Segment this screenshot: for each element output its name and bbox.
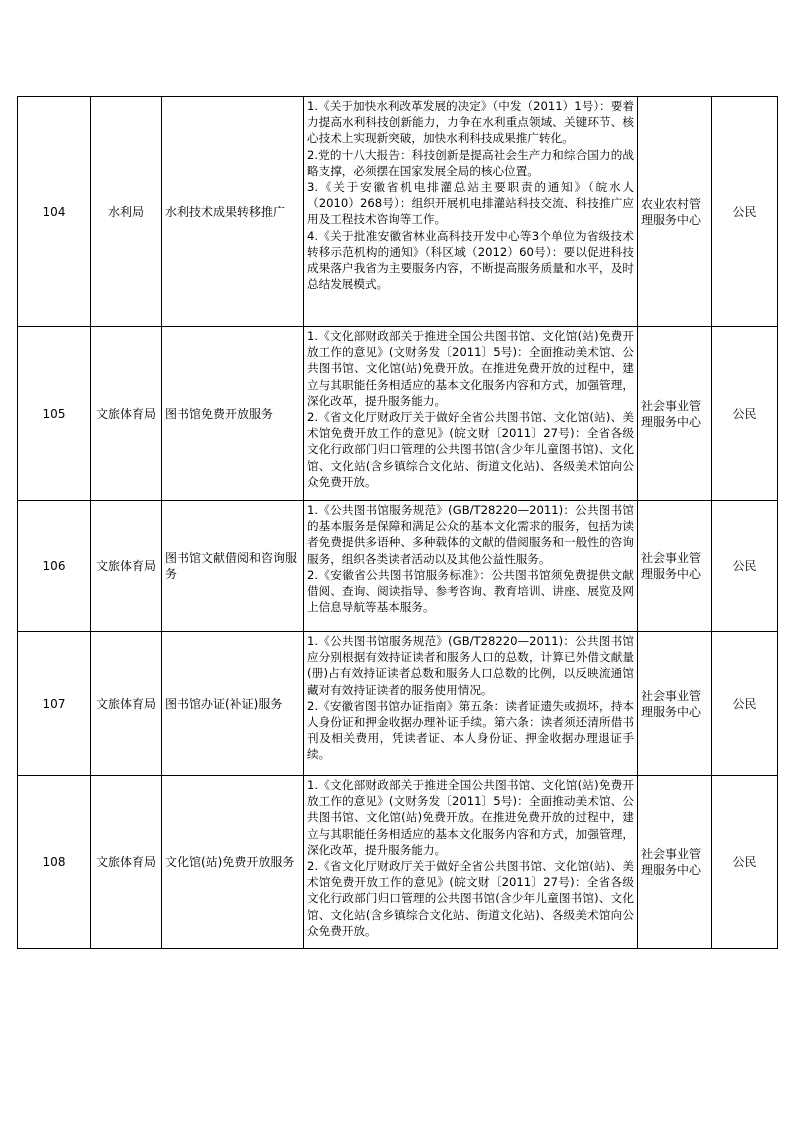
table-row — [18, 327, 778, 501]
basis-paragraph: 1.《公共图书馆服务规范》(GB/T28220—2011)：公共图书馆应分别根据有效持证读者和服务人口的总数，计算已外借文献量(册)占有效持证读者总数和服务人口总数的比例，以反映流通馆藏对有效持证读者的服务使用情况。 — [307, 634, 634, 697]
department-cell: 文旅体育局 — [91, 776, 162, 949]
department-cell: 水利局 — [91, 97, 162, 327]
basis-cell — [304, 327, 638, 501]
department-cell: 文旅体育局 — [91, 501, 162, 632]
service-object-cell: 公民 — [712, 501, 778, 632]
service-org-cell: 农业农村管理服务中心 — [638, 97, 712, 327]
service-org-cell: 社会事业管理服务中心 — [638, 776, 712, 949]
table-row — [18, 776, 778, 949]
service-object-cell: 公民 — [712, 776, 778, 949]
basis-paragraph: 2.《安徽省图书馆办证指南》第五条：读者证遗失或损坏，持本人身份证和押金收据办理补证手续。第六条：读者须还清所借书刊及相关费用，凭读者证、本人身份证、押金收据办理退证手续。 — [307, 698, 634, 762]
service-object-cell: 公民 — [712, 97, 778, 327]
row-number: 107 — [18, 632, 91, 776]
service-name-cell: 图书馆办证(补证)服务 — [162, 632, 304, 776]
basis-cell — [304, 501, 638, 632]
basis-cell — [304, 632, 638, 776]
row-number: 105 — [18, 327, 91, 501]
service-org-cell: 社会事业管理服务中心 — [638, 501, 712, 632]
basis-cell — [304, 776, 638, 949]
service-name-cell: 图书馆免费开放服务 — [162, 327, 304, 501]
department-cell: 文旅体育局 — [91, 327, 162, 501]
basis-cell — [304, 97, 638, 327]
department-cell: 文旅体育局 — [91, 632, 162, 776]
service-name-cell: 水利技术成果转移推广 — [162, 97, 304, 327]
basis-paragraph: 1.《文化部财政部关于推进全国公共图书馆、文化馆(站)免费开放工作的意见》(文财务发〔2011〕5号)：全面推动美术馆、公共图书馆、文化馆(站)免费开放。在推进免费开放的过程中，建立与其职能任务相适应的基本文化服务内容和方式，加强管理，深化改革，提升服务能力。 — [307, 329, 634, 408]
service-org-cell: 社会事业管理服务中心 — [638, 327, 712, 501]
basis-paragraph: 1.《文化部财政部关于推进全国公共图书馆、文化馆(站)免费开放工作的意见》(文财务发〔2011〕5号)：全面推动美术馆、公共图书馆、文化馆(站)免费开放。在推进免费开放的过程中，建立与其职能任务相适应的基本文化服务内容和方式，加强管理，深化改革，提升服务能力。 — [307, 778, 634, 857]
basis-paragraph: 2.《安徽省公共图书馆服务标准》：公共图书馆须免费提供文献借阅、查询、阅读指导、参考咨询、教育培训、讲座、展览及网上信息导航等基本服务。 — [307, 567, 634, 615]
basis-paragraph: 2.《省文化厅财政厅关于做好全省公共图书馆、文化馆(站)、美术馆免费开放工作的意见》(皖文财〔2011〕27号)：全省各级文化行政部门归口管理的公共图书馆(含少年儿童图书馆)、文化馆、文化站(含乡镇综合文化站、街道文化站)、各级美术馆向公众免费开放。 — [307, 859, 634, 938]
service-object-cell: 公民 — [712, 632, 778, 776]
row-number: 106 — [18, 501, 91, 632]
basis-paragraph: 4.《关于批准安徽省林业高科技开发中心等3个单位为省级技术转移示范机构的通知》（科区域（2012）60号）：要以促进科技成果落户我省为主要服务内容，不断提高服务质量和水平，及时总结发展模式。 — [307, 228, 634, 292]
row-number: 108 — [18, 776, 91, 949]
table-row — [18, 632, 778, 776]
table-row — [18, 501, 778, 632]
service-org-cell: 社会事业管理服务中心 — [638, 632, 712, 776]
basis-paragraph: 2.党的十八大报告：科技创新是提高社会生产力和综合国力的战略支撑，必须摆在国家发展全局的核心位置。 — [307, 147, 634, 178]
basis-paragraph: 3.《关于安徽省机电排灌总站主要职责的通知》（皖水人（2010）268号）：组织开展机电排灌站科技交流、科技推广应用及工程技术咨询等工作。 — [307, 180, 634, 227]
table-row — [18, 97, 778, 327]
row-number: 104 — [18, 97, 91, 327]
basis-paragraph: 2.《省文化厅财政厅关于做好全省公共图书馆、文化馆(站)、美术馆免费开放工作的意见》(皖文财〔2011〕27号)：全省各级文化行政部门归口管理的公共图书馆(含少年儿童图书馆)、文化馆、文化站(含乡镇综合文化站、街道文化站)、各级美术馆向公众免费开放。 — [307, 410, 634, 489]
basis-paragraph: 1.《公共图书馆服务规范》(GB/T28220—2011)：公共图书馆的基本服务是保障和满足公众的基本文化需求的服务，包括为读者免费提供多语种、多种载体的文献的借阅服务和一般性的咨询服务，组织各类读者活动以及其他公益性服务。 — [307, 503, 634, 566]
service-object-cell: 公民 — [712, 327, 778, 501]
basis-paragraph: 1.《关于加快水利改革发展的决定》（中发（2011）1号）：要着力提高水利科技创新能力，力争在水利重点领域、关键环节、核心技术上实现新突破，加快水利科技成果推广转化。 — [307, 99, 634, 146]
service-table — [17, 96, 778, 949]
service-name-cell: 图书馆文献借阅和咨询服务 — [162, 501, 304, 632]
service-name-cell: 文化馆(站)免费开放服务 — [162, 776, 304, 949]
